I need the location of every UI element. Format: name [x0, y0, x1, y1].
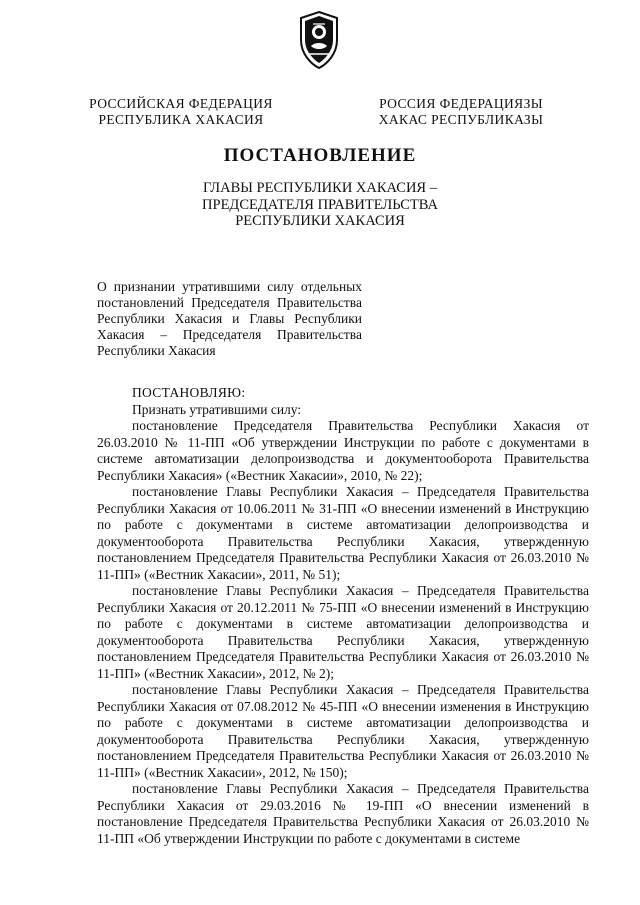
authority-line1: ГЛАВЫ РЕСПУБЛИКИ ХАКАСИЯ – [203, 180, 437, 196]
repealed-item: постановление Главы Республики Хакасия – Председателя Правительства Республики Хакасия от 20.12.2011 № 75-ПП «О внесении изменений в Инструкцию по работе с документами в системе автоматизации делопроизводства и документооборота Правительства Республики Хакасия, утвержденную постановлением Председателя Правительства Республики Хакасия от 26.03.2010 № 11-ПП» («Вестник Хакасии», 2012, № 2); [97, 583, 589, 681]
header-right-line1: РОССИЯ ФЕДЕРАЦИЯЗЫ [379, 96, 543, 111]
coat-of-arms-icon [297, 10, 341, 70]
header-khakas [366, 96, 556, 128]
decree-word: ПОСТАНОВЛЯЮ: [132, 385, 246, 400]
issuing-authority [0, 180, 640, 230]
document-body [97, 385, 589, 847]
header-right-line2: ХАКАС РЕСПУБЛИКАЗЫ [378, 112, 544, 127]
header-left-line1: РОССИЙСКАЯ ФЕДЕРАЦИЯ [89, 96, 273, 111]
repealed-item: постановление Председателя Правительства Республики Хакасия от 26.03.2010 № 11-ПП «Об утверждении Инструкции по работе с документами в системе автоматизации делопроизводства и документооборота Правительства Республики Хакасия» («Вестник Хакасии», 2010, № 22); [97, 418, 589, 483]
header-left-line2: РЕСПУБЛИКА ХАКАСИЯ [98, 112, 264, 127]
authority-line2: ПРЕДСЕДАТЕЛЯ ПРАВИТЕЛЬСТВА [202, 196, 438, 213]
repealed-item: постановление Главы Республики Хакасия – Председателя Правительства Республики Хакасия от 07.08.2012 № 45-ПП «О внесении изменения в Инструкцию по работе с документами в системе автоматизации делопроизводства и документооборота Правительства Республики Хакасия, утвержденную постановлением Председателя Правительства Республики Хакасия от 26.03.2010 № 11-ПП» («Вестник Хакасии», 2012, № 150); [97, 682, 589, 780]
header-russian [86, 96, 276, 128]
repealed-item: постановление Главы Республики Хакасия – Председателя Правительства Республики Хакасия от 10.06.2011 № 31-ПП «О внесении изменений в Инструкцию по работе с документами в системе автоматизации делопроизводства и документооборота Правительства Республики Хакасия, утвержденную постановлением Председателя Правительства Республики Хакасия от 26.03.2010 № 11-ПП» («Вестник Хакасии», 2011, № 51); [97, 484, 589, 582]
authority-line3: РЕСПУБЛИКИ ХАКАСИЯ [235, 213, 405, 229]
document-subject: О признании утратившими силу отдельных постановлений Председателя Правительства Республики Хакасия и Главы Республики Хакасия – Председателя Правительства Республики Хакасия [97, 279, 362, 358]
intro-line: Признать утратившими силу: [132, 401, 302, 417]
repealed-item: постановление Главы Республики Хакасия – Председателя Правительства Республики Хакасия от 29.03.2016 № 19-ПП «О внесении изменений в постановление Председателя Правительства Республики Хакасия от 26.03.2010 № 11-ПП «Об утверждении Инструкции по работе с документами в системе [97, 781, 589, 846]
document-type-title: ПОСТАНОВЛЕНИЕ [223, 145, 417, 166]
